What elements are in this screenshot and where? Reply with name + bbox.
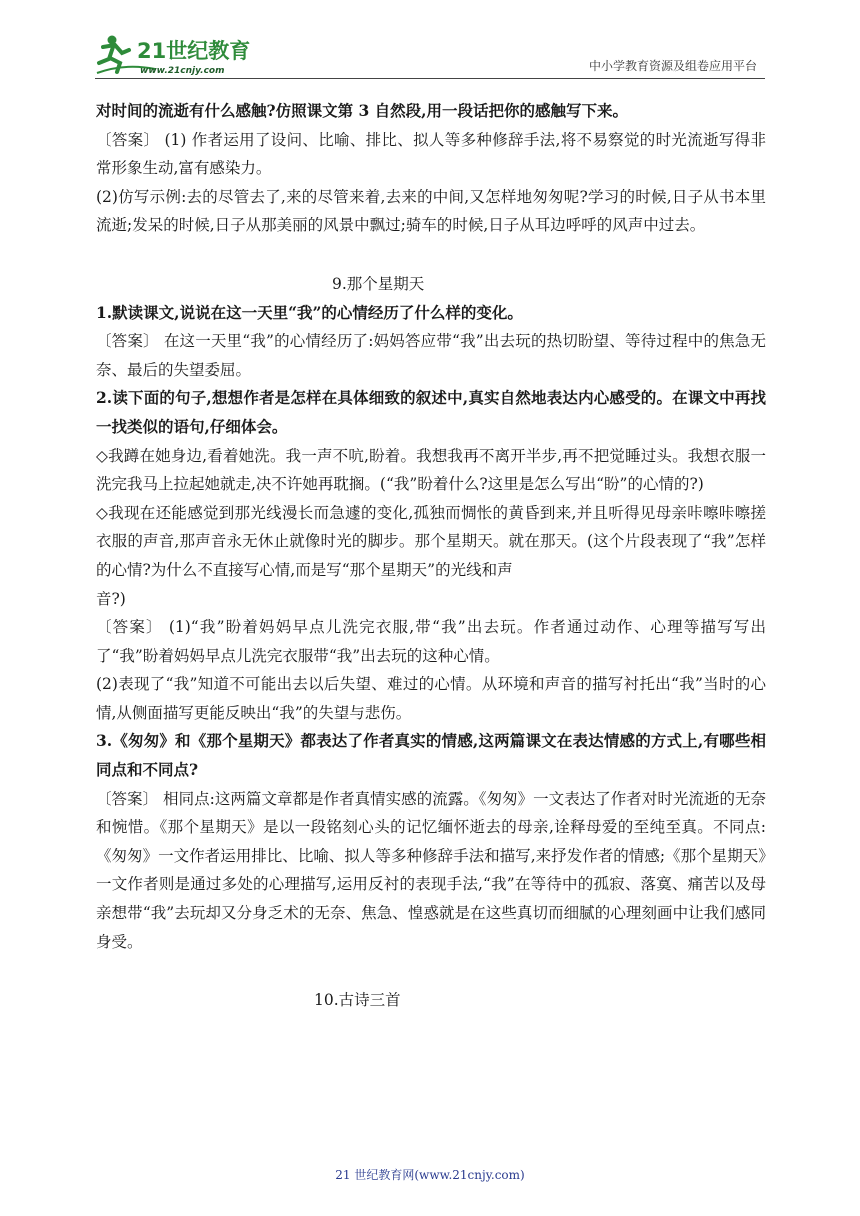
- spacer: [96, 956, 766, 986]
- header-divider: [95, 78, 765, 79]
- answer-text: 〔答案〕 (1) 作者运用了设问、比喻、排比、拟人等多种修辞手法,将不易察觉的时光流逝写得非常形象生动,富有感染力。: [96, 130, 766, 178]
- platform-name: 中小学教育资源及组卷应用平台: [588, 59, 757, 73]
- question-text: 3.《匆匆》和《那个星期天》都表达了作者真实的情感,这两篇课文在表达情感的方式上,有哪些相同点和不同点?: [96, 731, 766, 780]
- answer-text: (2)表现了“我”知道不可能出去以后失望、难过的心情。从环境和声音的描写衬托出“我”当时的心情,从侧面描写更能反映出“我”的失望与悲伤。: [96, 675, 766, 722]
- page-footer: 21 世纪教育网(www.21cnjy.com): [335, 1168, 525, 1182]
- question-text: 2.读下面的句子,想想作者是怎样在具体细致的叙述中,真实自然地表达内心感受的。在课文中再找一找类似的语句,仔细体会。: [96, 388, 766, 436]
- section-title: 10.古诗三首: [314, 991, 401, 1010]
- answer-text: 〔答案〕 (1)“我”盼着妈妈早点儿洗完衣服,带“我”出去玩。作者通过动作、心理等描写写出了“我”盼着妈妈早点儿洗完衣服带“我”出去玩的这种心情。: [96, 618, 766, 665]
- document-body: [96, 97, 766, 1015]
- answer-text: 〔答案〕 相同点:这两篇文章都是作者真情实感的流露。《匆匆》一文表达了作者对时光流逝的无奈和惋惜。《那个星期天》是以一段铭刻心头的记忆缅怀逝去的母亲,诠释母爱的至纯至真。不同点:《匆匆》一文作者运用排比、比喻、拟人等多种修辞手法和描写,来抒发作者的情感;《那个星期天》一文作者则是通过多处的心理描写,运用反衬的表现手法,“我”在等待中的孤寂、落寞、痛苦以及母亲想带“我”去玩却又分身乏术的无奈、焦急、惶惑就是在这些真切而细腻的心理刻画中让我们感同身受。: [96, 789, 766, 951]
- spacer: [96, 240, 766, 270]
- logo-21cnjy: [95, 33, 265, 77]
- quoted-sentence: ◇我现在还能感觉到那光线漫长而急遽的变化,孤独而惆怅的黄昏到来,并且听得见母亲咔嚓咔嚓搓衣服的声音,那声音永无休止就像时光的脚步。那个星期天。就在那天。(这个片段表现了“我”怎样的心情?为什么不直接写心情,而是写“那个星期天”的光线和声: [96, 503, 766, 579]
- quoted-sentence: 音?): [96, 589, 126, 608]
- quoted-sentence: ◇我蹲在她身边,看着她洗。我一声不吭,盼着。我想我再不离开半步,再不把觉睡过头。我想衣服一洗完我马上拉起她就走,决不许她再耽搁。(“我”盼着什么?这里是怎么写出“盼”的心情的?): [96, 446, 766, 494]
- section-title: 9.那个星期天: [332, 274, 425, 293]
- answer-text: 〔答案〕 在这一天里“我”的心情经历了:妈妈答应带“我”出去玩的热切盼望、等待过程中的焦急无奈、最后的失望委屈。: [96, 332, 766, 379]
- question-text: 对时间的流逝有什么感触?仿照课文第 3 自然段,用一段话把你的感触写下来。: [96, 101, 629, 120]
- svg-text:www.21cnjy.com: www.21cnjy.com: [140, 66, 225, 76]
- svg-text:21世纪教育: 21世纪教育: [137, 39, 251, 63]
- question-text: 1.默读课文,说说在这一天里“我”的心情经历了什么样的变化。: [96, 302, 523, 322]
- answer-text: (2)仿写示例:去的尽管去了,来的尽管来着,去来的中间,又怎样地匆匆呢?学习的时候,日子从书本里流逝;发呆的时候,日子从那美丽的风景中飘过;骑车的时候,日子从耳边呼呼的风声中过去。: [96, 187, 766, 235]
- page-header: [95, 33, 765, 79]
